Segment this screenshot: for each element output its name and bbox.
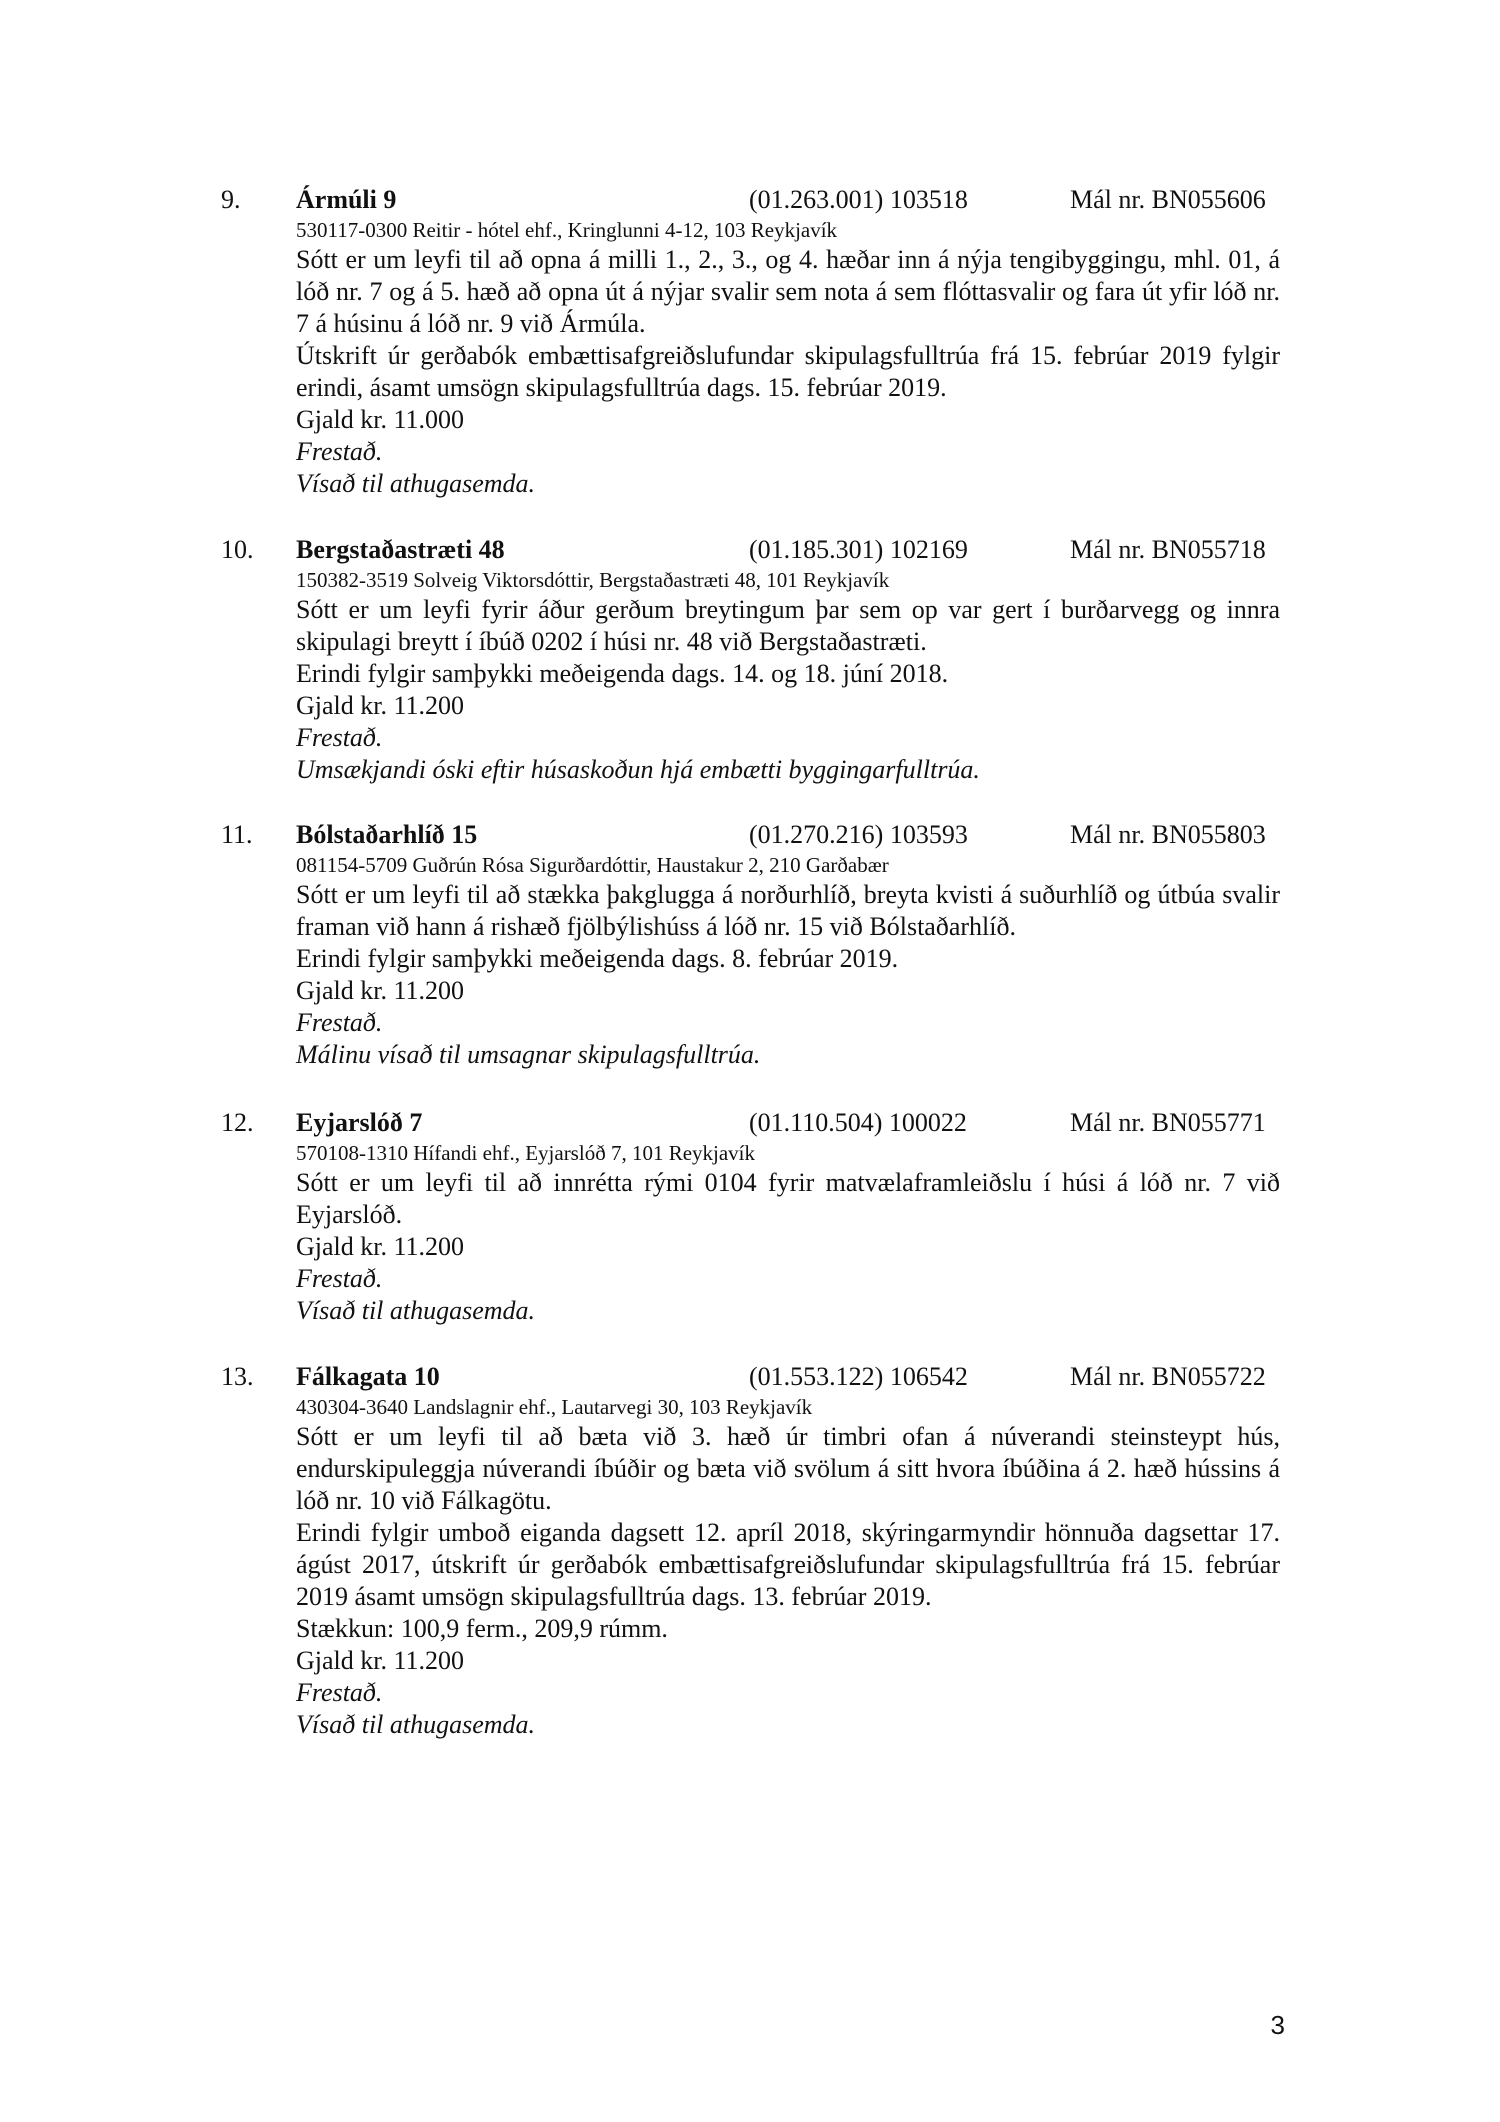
entry-body <box>296 852 1280 1071</box>
entry-number: 9. <box>221 185 241 214</box>
entry-remark: Vísað til athugasemda. <box>296 1296 536 1325</box>
entry-address: Eyjarslóð 7 <box>296 1108 423 1137</box>
entry-applicant: 430304-3640 Landslagnir ehf., Lautarvegi 30, 103 Reykjavík <box>296 1395 813 1419</box>
entry-header <box>0 183 1500 217</box>
entry-description: Sótt er um leyfi til að innrétta rými 0104 fyrir matvælaframleiðslu í húsi á lóð nr. 7 við Eyjarslóð. <box>296 1168 1280 1229</box>
entry-reference: (01.185.301) 102169 <box>749 535 968 564</box>
entry-case-number: Mál nr. BN055771 <box>1070 1108 1266 1137</box>
entry-description: Sótt er um leyfi til að opna á milli 1., 2., 3., og 4. hæðar inn á nýja tengibyggingu, mhl. 01, á lóð nr. 7 og á 5. hæð að opna út á nýjar svalir sem nota á sem flóttasvalir og fara út yfir lóð nr. 7 á húsinu á lóð nr. 9 við Ármúla. <box>296 245 1280 338</box>
entry-decision: Frestað. <box>296 1678 383 1707</box>
entry-note: Útskrift úr gerðabók embættisafgreiðslufundar skipulagsfulltrúa frá 15. febrúar 2019 fylgir erindi, ásamt umsögn skipulagsfulltrúa dags. 15. febrúar 2019. <box>296 341 1280 402</box>
entry-number: 13. <box>221 1362 254 1391</box>
entry-address: Bólstaðarhlíð 15 <box>296 820 478 849</box>
entry-number: 11. <box>221 820 253 849</box>
entry-fee: Gjald kr. 11.200 <box>296 1646 465 1675</box>
entry-decision: Frestað. <box>296 437 383 466</box>
entry-decision: Frestað. <box>296 1264 383 1293</box>
entry-fee: Gjald kr. 11.200 <box>296 691 465 720</box>
case-entry <box>0 1360 1500 1741</box>
case-entry <box>0 818 1500 1071</box>
entry-address: Bergstaðastræti 48 <box>296 535 505 564</box>
entry-reference: (01.263.001) 103518 <box>749 185 968 214</box>
entry-header <box>0 1360 1500 1394</box>
entry-remark: Umsækjandi óski eftir húsaskoðun hjá embætti byggingarfulltrúa. <box>296 755 980 784</box>
entry-extension: Stækkun: 100,9 ferm., 209,9 rúmm. <box>296 1614 668 1643</box>
entry-remark: Vísað til athugasemda. <box>296 469 536 498</box>
entry-fee: Gjald kr. 11.200 <box>296 976 465 1005</box>
entry-fee: Gjald kr. 11.000 <box>296 405 465 434</box>
entry-reference: (01.270.216) 103593 <box>749 820 968 849</box>
entry-reference: (01.553.122) 106542 <box>749 1362 968 1391</box>
entry-address: Ármúli 9 <box>296 185 397 214</box>
entry-header <box>0 1106 1500 1140</box>
entry-number: 10. <box>221 535 254 564</box>
entry-case-number: Mál nr. BN055606 <box>1070 185 1266 214</box>
entry-body <box>296 217 1280 500</box>
entry-description: Sótt er um leyfi til að bæta við 3. hæð úr timbri ofan á núverandi steinsteypt hús, endurskipuleggja núverandi íbúðir og bæta við svölum á sitt hvora íbúðina á 2. hæð hússins á lóð nr. 10 við Fálkagötu. <box>296 1422 1280 1515</box>
entry-header <box>0 818 1500 852</box>
entry-decision: Frestað. <box>296 723 383 752</box>
entry-note: Erindi fylgir samþykki meðeigenda dags. 14. og 18. júní 2018. <box>296 659 949 688</box>
entry-fee: Gjald kr. 11.200 <box>296 1232 465 1261</box>
entry-body <box>296 567 1280 786</box>
entry-remark: Málinu vísað til umsagnar skipulagsfulltrúa. <box>296 1040 761 1069</box>
entry-address: Fálkagata 10 <box>296 1362 440 1391</box>
entry-case-number: Mál nr. BN055718 <box>1070 535 1266 564</box>
entry-case-number: Mál nr. BN055803 <box>1070 820 1266 849</box>
entry-header <box>0 533 1500 567</box>
entry-description: Sótt er um leyfi til að stækka þakglugga á norðurhlíð, breyta kvisti á suðurhlíð og útbúa svalir framan við hann á rishæð fjölbýlishúss á lóð nr. 15 við Bólstaðarhlíð. <box>296 880 1280 941</box>
entry-note: Erindi fylgir samþykki meðeigenda dags. 8. febrúar 2019. <box>296 944 899 973</box>
entry-reference: (01.110.504) 100022 <box>749 1108 967 1137</box>
entry-applicant: 570108-1310 Hífandi ehf., Eyjarslóð 7, 101 Reykjavík <box>296 1141 756 1165</box>
entry-decision: Frestað. <box>296 1008 383 1037</box>
entry-body <box>296 1394 1280 1741</box>
entry-applicant: 081154-5709 Guðrún Rósa Sigurðardóttir, Haustakur 2, 210 Garðabær <box>296 853 889 877</box>
page-number: 3 <box>1270 2010 1285 2040</box>
case-entry <box>0 183 1500 500</box>
entry-applicant: 150382-3519 Solveig Viktorsdóttir, Bergstaðastræti 48, 101 Reykjavík <box>296 568 890 592</box>
case-entry <box>0 533 1500 786</box>
entry-number: 12. <box>221 1108 254 1137</box>
entry-body <box>296 1140 1280 1327</box>
entry-description: Sótt er um leyfi fyrir áður gerðum breytingum þar sem op var gert í burðarvegg og innra skipulagi breytt í íbúð 0202 í húsi nr. 48 við Bergstaðastræti. <box>296 595 1280 656</box>
case-entry <box>0 1106 1500 1327</box>
entry-note: Erindi fylgir umboð eiganda dagsett 12. apríl 2018, skýringarmyndir hönnuða dagsettar 17. ágúst 2017, útskrift úr gerðabók embættisafgreiðslufundar skipulagsfulltrúa frá 15. febrúar 2019 ásamt umsögn skipulagsfulltrúa dags. 13. febrúar 2019. <box>296 1518 1280 1611</box>
entry-applicant: 530117-0300 Reitir - hótel ehf., Kringlunni 4-12, 103 Reykjavík <box>296 218 838 242</box>
entry-remark: Vísað til athugasemda. <box>296 1710 536 1739</box>
entry-case-number: Mál nr. BN055722 <box>1070 1362 1266 1391</box>
